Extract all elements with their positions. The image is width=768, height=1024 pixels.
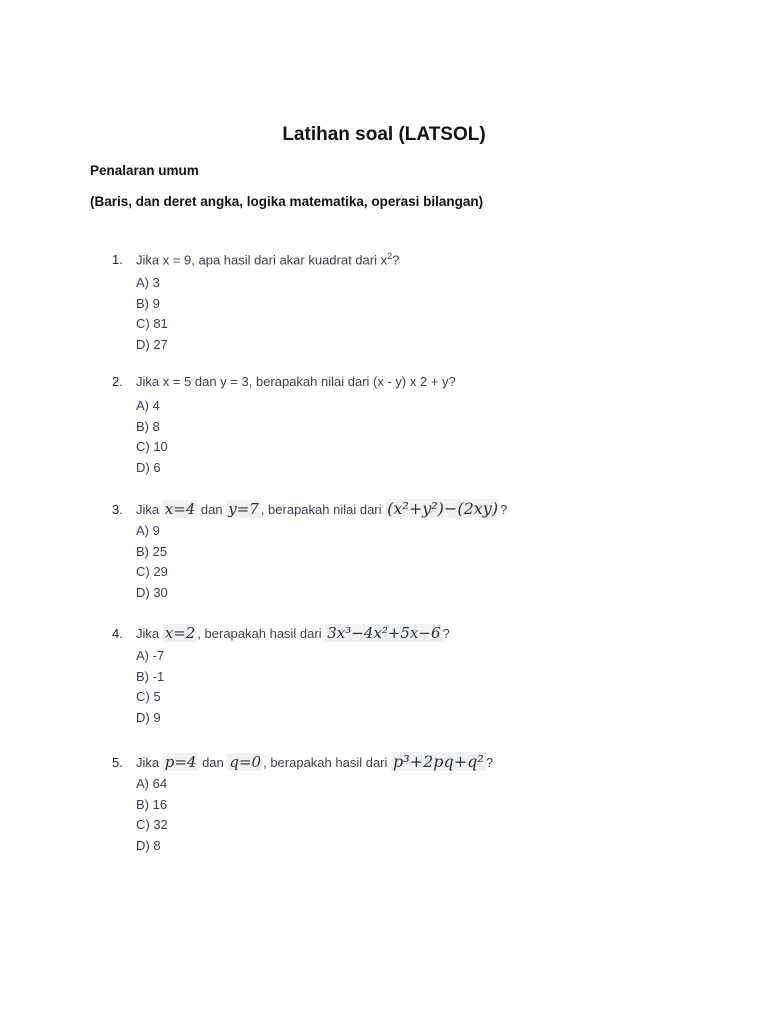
math-expression: x=4: [164, 500, 196, 518]
options-list: [136, 396, 672, 478]
question-number: 2.: [112, 374, 123, 389]
option-c: C) 29: [136, 564, 168, 579]
option-a: A) -7: [136, 648, 165, 663]
section-subtitle: (Baris, dan deret angka, logika matematika, operasi bilangan): [90, 194, 484, 209]
option-c: C) 81: [136, 316, 168, 331]
option-b: B) 25: [136, 543, 168, 559]
question-number: 4.: [112, 626, 123, 641]
question-text: Jika x=2 , berapakah hasil dari 3x³−4x²+5x−6 ?: [136, 624, 450, 642]
question-text: Jika x = 9, apa hasil dari akar kuadrat dari $x^2$?: [136, 251, 400, 268]
question-3: [112, 499, 672, 603]
question-2: [112, 374, 672, 478]
question-text: Jika p=4 dan q=0 , berapakah hasil dari p³+2pq+q² ?: [136, 752, 494, 771]
option-a: A) 4: [136, 398, 160, 413]
options-list: [136, 273, 672, 355]
question-1: [112, 251, 672, 355]
options-list: [136, 774, 672, 856]
math-expression: y=7: [228, 500, 259, 518]
options-list: [136, 521, 672, 603]
option-a: A) 64: [136, 776, 168, 791]
option-a: A) 9: [136, 523, 160, 538]
option-b: B) 16: [136, 796, 168, 812]
option-b: B) 8: [136, 418, 160, 434]
page-title: Latihan soal (LATSOL): [282, 124, 486, 145]
question-text: Jika x = 5 dan y = 3, berapakah nilai dari (x - y) x 2 + y?: [136, 374, 456, 389]
math-expression: 3x³−4x²+5x−6: [327, 624, 441, 642]
math-expression: p³+2pq+q²: [393, 752, 484, 771]
question-4: [112, 624, 672, 728]
math-expression: (x²+y²)−(2xy): [387, 499, 499, 518]
option-d: D) 30: [136, 584, 168, 600]
question-number: 1.: [112, 252, 123, 268]
option-b: B) -1: [136, 668, 165, 684]
option-a: A) 3: [136, 275, 160, 290]
option-c: C) 5: [136, 689, 161, 704]
section-heading: Penalaran umum: [90, 163, 199, 178]
option-c: C) 10: [136, 439, 168, 454]
question-number: 5.: [112, 755, 123, 770]
option-d: D) 6: [136, 459, 161, 475]
question-5: [112, 752, 672, 856]
math-expression: q=0: [229, 753, 262, 771]
math-expression: p=4: [164, 753, 197, 771]
math-expression: x=2: [164, 624, 196, 642]
question-text: Jika x=4 dan y=7 , berapakah nilai dari (x²+y²)−(2xy) ?: [136, 499, 508, 518]
options-list: [136, 646, 672, 728]
option-c: C) 32: [136, 817, 168, 832]
option-d: D) 8: [136, 837, 161, 853]
option-d: D) 27: [136, 336, 168, 352]
option-d: D) 9: [136, 709, 161, 725]
option-b: B) 9: [136, 295, 160, 311]
question-number: 3.: [112, 502, 123, 517]
